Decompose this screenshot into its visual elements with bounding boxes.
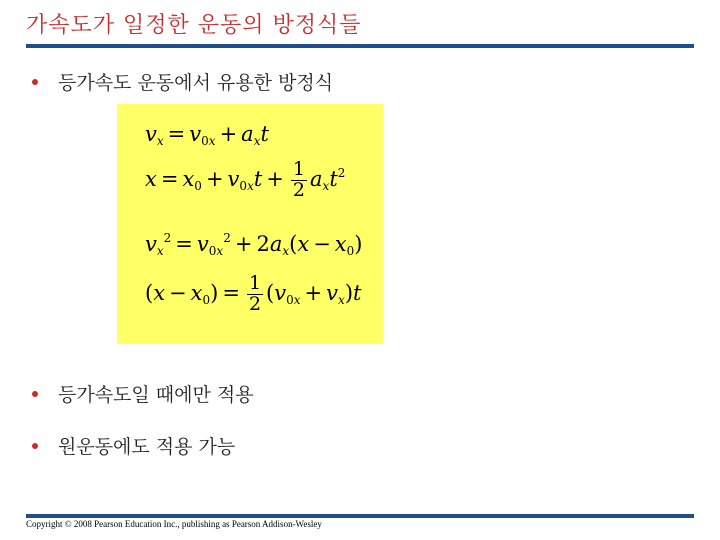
- equation-velocity-time: $v_x = v_{0x} + a_xt$: [145, 122, 269, 148]
- bullet-text: 등가속도 운동에서 유용한 방정식: [58, 72, 334, 94]
- bullet-icon: [32, 391, 38, 397]
- bullet-text: 원운동에도 적용 가능: [58, 436, 236, 458]
- slide-title: 가속도가 일정한 운동의 방정식들: [26, 13, 362, 38]
- footer-divider: [26, 514, 694, 518]
- equation-position-time: $x = x_0 + v_{0x}t$ + $\frac{1}{2}$ $a_xt^2$: [145, 158, 346, 201]
- bullet-icon: [32, 79, 38, 85]
- bullet-icon: [32, 443, 38, 449]
- copyright-notice: Copyright © 2008 Pearson Education Inc., publishing as Pearson Addison-Wesley: [26, 519, 322, 529]
- title-divider: [26, 44, 694, 48]
- bullet-item-2: [32, 380, 254, 407]
- equation-average-velocity: $(x - x_0)$ = $\frac{1}{2}$ $(v_{0x} + v_x)t$: [145, 272, 362, 315]
- equation-box: [117, 104, 383, 344]
- bullet-text: 등가속도일 때에만 적용: [58, 384, 254, 406]
- equation-velocity-position: $v_x^2 = v_{0x}^2 + 2a_x(x - x_0)$: [145, 231, 363, 258]
- bullet-item-3: [32, 432, 235, 459]
- bullet-item-1: [32, 68, 333, 95]
